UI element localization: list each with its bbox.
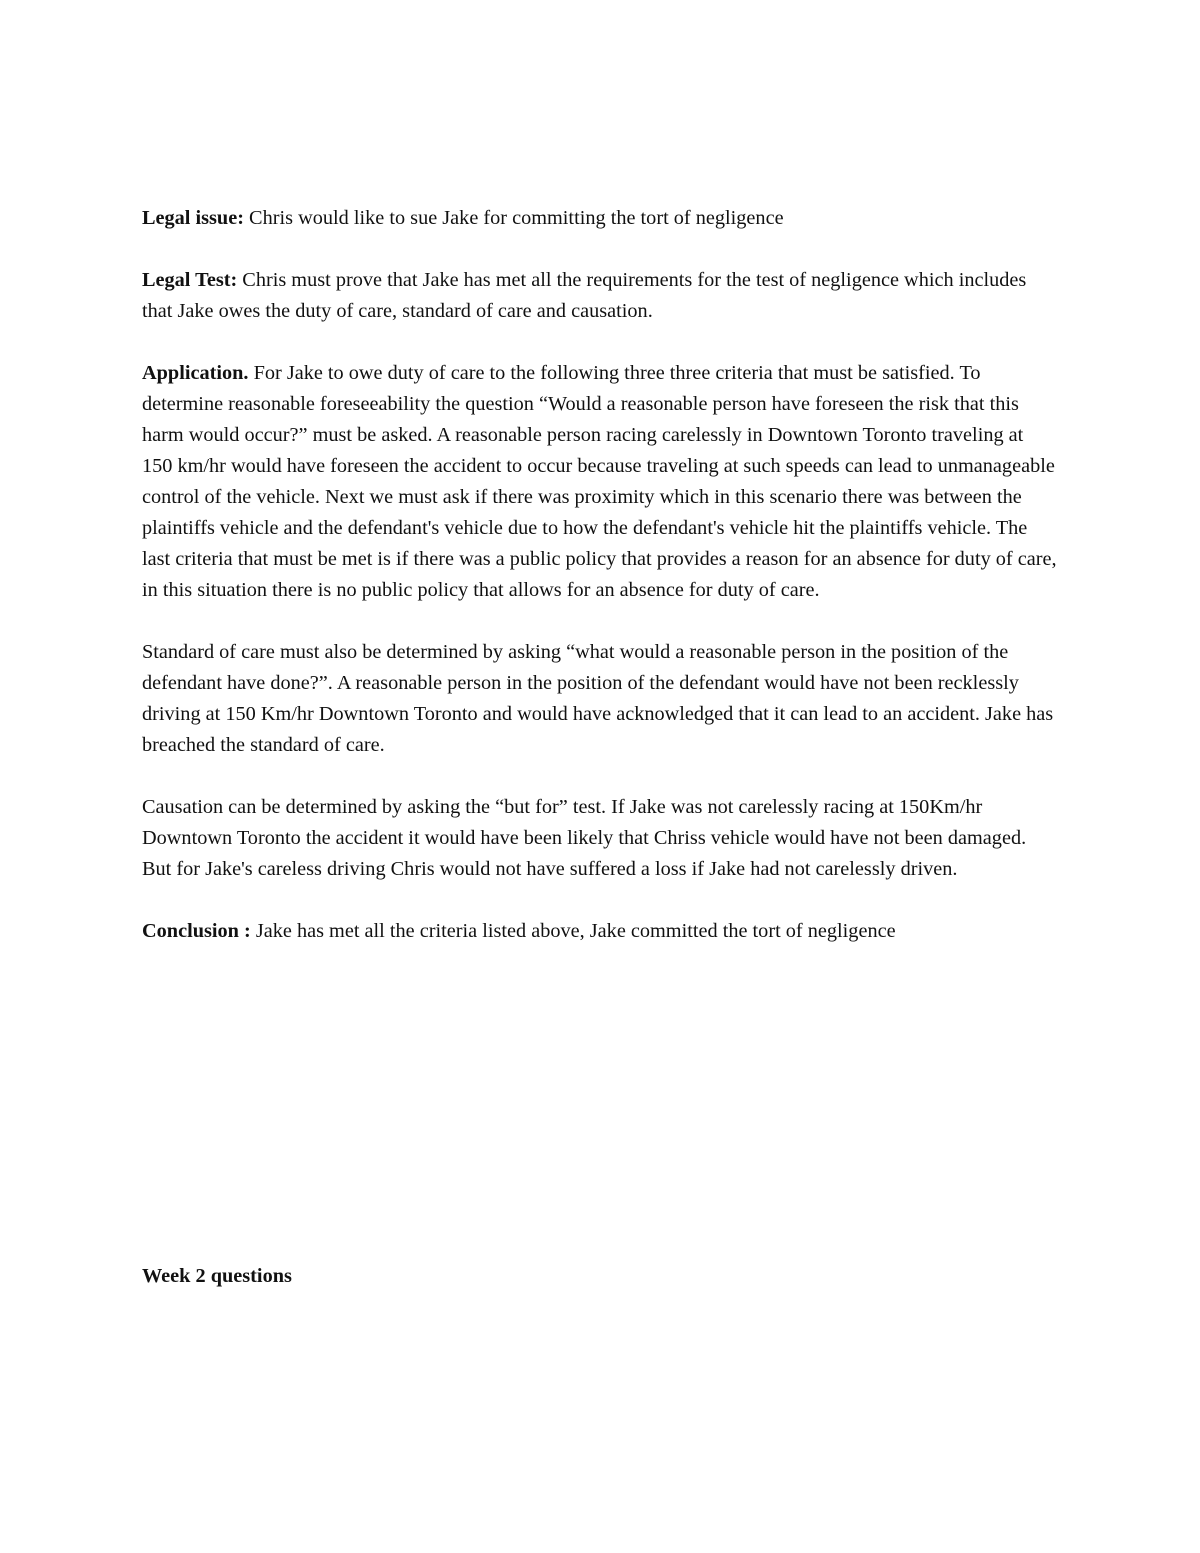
application-text: For Jake to owe duty of care to the following three three criteria that must be satisfied. To determine reasonable foreseeability the question “Would a reasonable person have foreseen the risk that this harm would occur?” must be asked. A reasonable person racing carelessly in Downtown Toronto traveling at 150 km/hr would have foreseen the accident to occur because traveling at such speeds can lead to unmanageable control of the vehicle. Next we must ask if there was proximity which in this scenario there was between the plaintiffs vehicle and the defendant's vehicle due to how the defendant's vehicle hit the plaintiffs vehicle. The last criteria that must be met is if there was a public policy that provides a reason for an absence for duty of care, in this situation there is no public policy that allows for an absence for duty of care. bbox=[142, 362, 1057, 601]
standard-of-care-text: Standard of care must also be determined by asking “what would a reasonable person in the position of the defendant have done?”. A reasonable person in the position of the defendant would have not been recklessly driving at 150 Km/hr Downtown Toronto and would have acknowledged that it can lead to an accident. Jake has breached the standard of care. bbox=[142, 641, 1054, 756]
legal-issue-text: Chris would like to sue Jake for committing the tort of negligence bbox=[243, 207, 784, 229]
document-body bbox=[142, 203, 1057, 978]
conclusion-paragraph bbox=[142, 916, 1057, 947]
conclusion-label: Conclusion : bbox=[142, 920, 251, 942]
application-paragraph bbox=[142, 358, 1057, 606]
standard-of-care-paragraph bbox=[142, 637, 1057, 761]
legal-test-text: Chris must prove that Jake has met all the requirements for the test of negligence which includes that Jake owes the duty of care, standard of care and causation. bbox=[142, 269, 1027, 322]
legal-test-paragraph bbox=[142, 265, 1057, 327]
conclusion-text: Jake has met all the criteria listed above, Jake committed the tort of negligence bbox=[250, 920, 896, 942]
legal-issue-paragraph bbox=[142, 203, 1057, 234]
causation-text: Causation can be determined by asking the “but for” test. If Jake was not carelessly racing at 150Km/hr Downtown Toronto the accident it would have been likely that Chriss vehicle would have not been damaged. But for Jake's careless driving Chris would not have suffered a loss if Jake had not carelessly driven. bbox=[142, 796, 1027, 880]
week-2-heading: Week 2 questions bbox=[142, 1265, 292, 1287]
legal-issue-label: Legal issue: bbox=[142, 207, 244, 229]
causation-paragraph bbox=[142, 792, 1057, 885]
application-label: Application. bbox=[142, 362, 249, 384]
legal-test-label: Legal Test: bbox=[142, 269, 238, 291]
